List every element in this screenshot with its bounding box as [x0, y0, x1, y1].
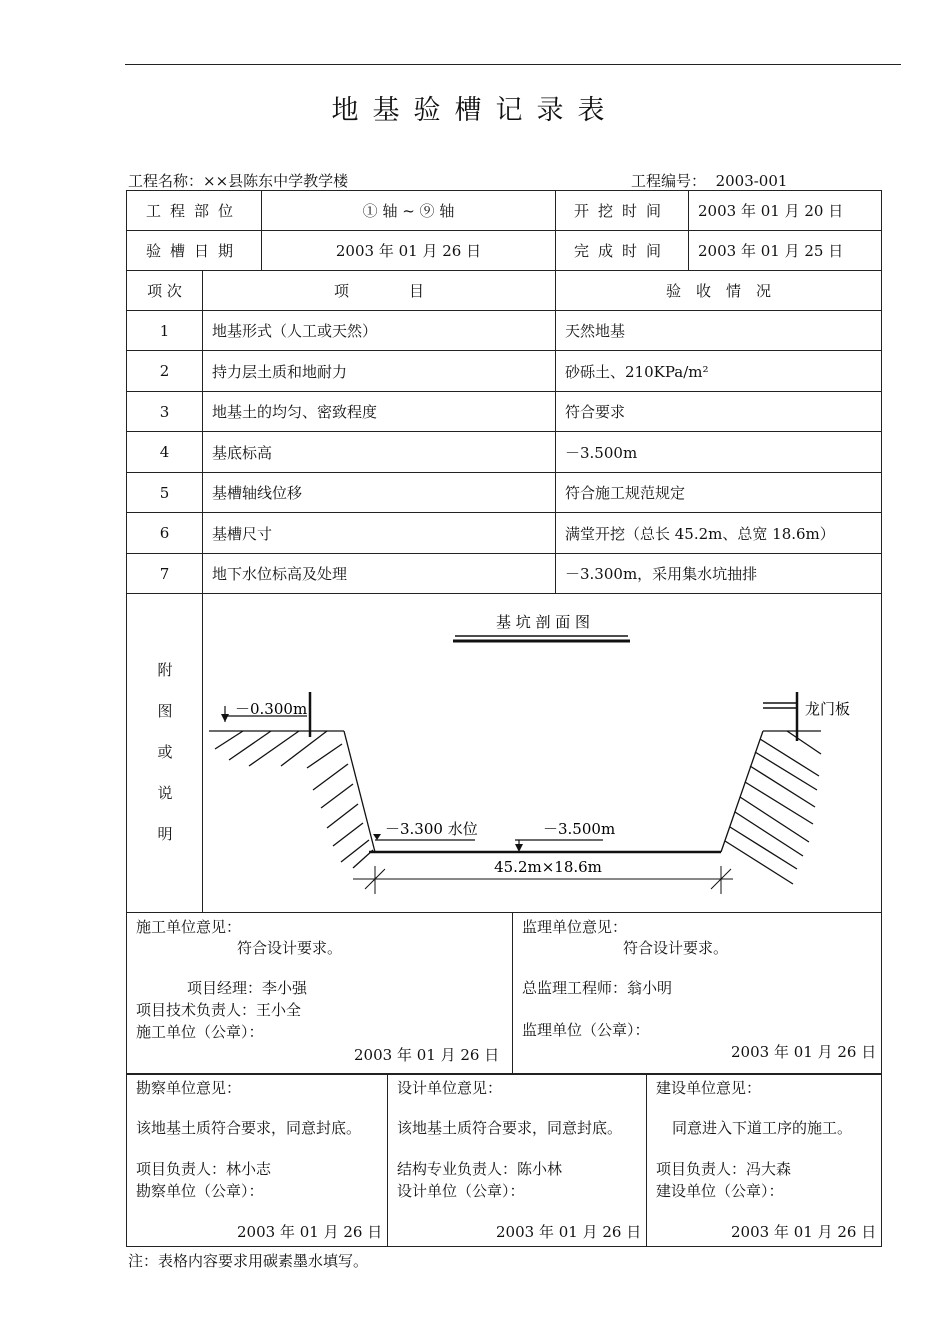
figure-title: 基 坑 剖 面 图: [495, 613, 591, 631]
part-label: 工程部位: [127, 191, 262, 231]
row-result: －3.500m: [556, 432, 882, 473]
opinion-table-2: [126, 1073, 882, 1247]
right-bank: [721, 731, 821, 884]
row-seq: 5: [127, 473, 203, 513]
bottom-elevation-label: －3.500m: [543, 820, 616, 838]
row-seq: 3: [127, 392, 203, 432]
part-value: ① 轴 ~ ⑨ 轴: [262, 191, 556, 231]
table-row: [127, 432, 882, 473]
project-name: 工程名称：××县陈东中学教学楼: [128, 172, 349, 190]
row-item: 地基土的均匀、密致程度: [203, 392, 556, 432]
page-title: 地基验槽记录表: [331, 95, 619, 126]
row-seq: 2: [127, 351, 203, 392]
row-result: 天然地基: [556, 311, 882, 351]
row-item: 基底标高: [203, 432, 556, 473]
left-bank: [209, 731, 375, 868]
dig-time-label: 开挖时间: [556, 191, 689, 231]
check-date-value: 2003 年 01 月 26 日: [262, 231, 556, 271]
design-opinion: 设计单位意见： 该地基土质符合要求，同意封底。 结构专业负责人：陈小林 设计单位（公章）： 2003 年 01 月 26 日: [388, 1074, 647, 1247]
row-result: 符合施工规范规定: [556, 473, 882, 513]
row-result: 满堂开挖（总长 45.2m、总宽 18.6m）: [556, 513, 882, 554]
col-item-header: 项 目: [203, 271, 556, 311]
table-row: [127, 554, 882, 594]
row-item: 基槽尺寸: [203, 513, 556, 554]
row-result: －3.300m，采用集水坑抽排: [556, 554, 882, 594]
figure-side-label: 附 图 或 说 明: [127, 594, 203, 913]
record-table: [126, 190, 882, 913]
water-level-label: －3.300 水位: [385, 820, 478, 838]
table-row: [127, 311, 882, 351]
row-item: 地基形式（人工或天然）: [203, 311, 556, 351]
supervision-opinion: 监理单位意见： 符合设计要求。 总监理工程师：翁小明 监理单位（公章）： 2003 年 01 月 26 日: [513, 913, 882, 1075]
row-seq: 1: [127, 311, 203, 351]
row-seq: 4: [127, 432, 203, 473]
row-item: 地下水位标高及处理: [203, 554, 556, 594]
pit-section-figure: [203, 594, 882, 913]
finish-time-value: 2003 年 01 月 25 日: [689, 231, 882, 271]
col-result-header: 验 收 情 况: [556, 271, 882, 311]
table-row: [127, 513, 882, 554]
ground-elevation-label: －0.300m: [235, 700, 308, 718]
finish-time-label: 完成时间: [556, 231, 689, 271]
row-seq: 6: [127, 513, 203, 554]
table-row: [127, 351, 882, 392]
row-result: 符合要求: [556, 392, 882, 432]
construction-opinion: 施工单位意见： 符合设计要求。 项目经理：李小强 项目技术负责人：王小全 施工单位（公章）： 2003 年 01 月 26 日: [127, 913, 513, 1075]
col-seq-header: 项 次: [127, 271, 203, 311]
survey-opinion: 勘察单位意见： 该地基土质符合要求，同意封底。 项目负责人：林小志 勘察单位（公章）： 2003 年 01 月 26 日: [127, 1074, 388, 1247]
opinion-table-1: [126, 912, 882, 1075]
dig-time-value: 2003 年 01 月 20 日: [689, 191, 882, 231]
table-row: [127, 473, 882, 513]
check-date-label: 验槽日期: [127, 231, 262, 271]
row-result: 砂砾土、210KPa/m²: [556, 351, 882, 392]
footnote: 注：表格内容要求用碳素墨水填写。: [128, 1252, 369, 1270]
table-row: [127, 392, 882, 432]
project-number: 工程编号： 2003-001: [631, 172, 788, 190]
dimension-label: 45.2m×18.6m: [494, 858, 602, 876]
top-rule: [125, 64, 901, 65]
pit-section-drawing: [203, 594, 881, 912]
owner-opinion: 建设单位意见： 同意进入下道工序的施工。 项目负责人：冯大森 建设单位（公章）： 2003 年 01 月 26 日: [647, 1074, 882, 1247]
row-item: 基槽轴线位移: [203, 473, 556, 513]
row-seq: 7: [127, 554, 203, 594]
row-item: 持力层土质和地耐力: [203, 351, 556, 392]
board-label: 龙门板: [805, 700, 851, 718]
